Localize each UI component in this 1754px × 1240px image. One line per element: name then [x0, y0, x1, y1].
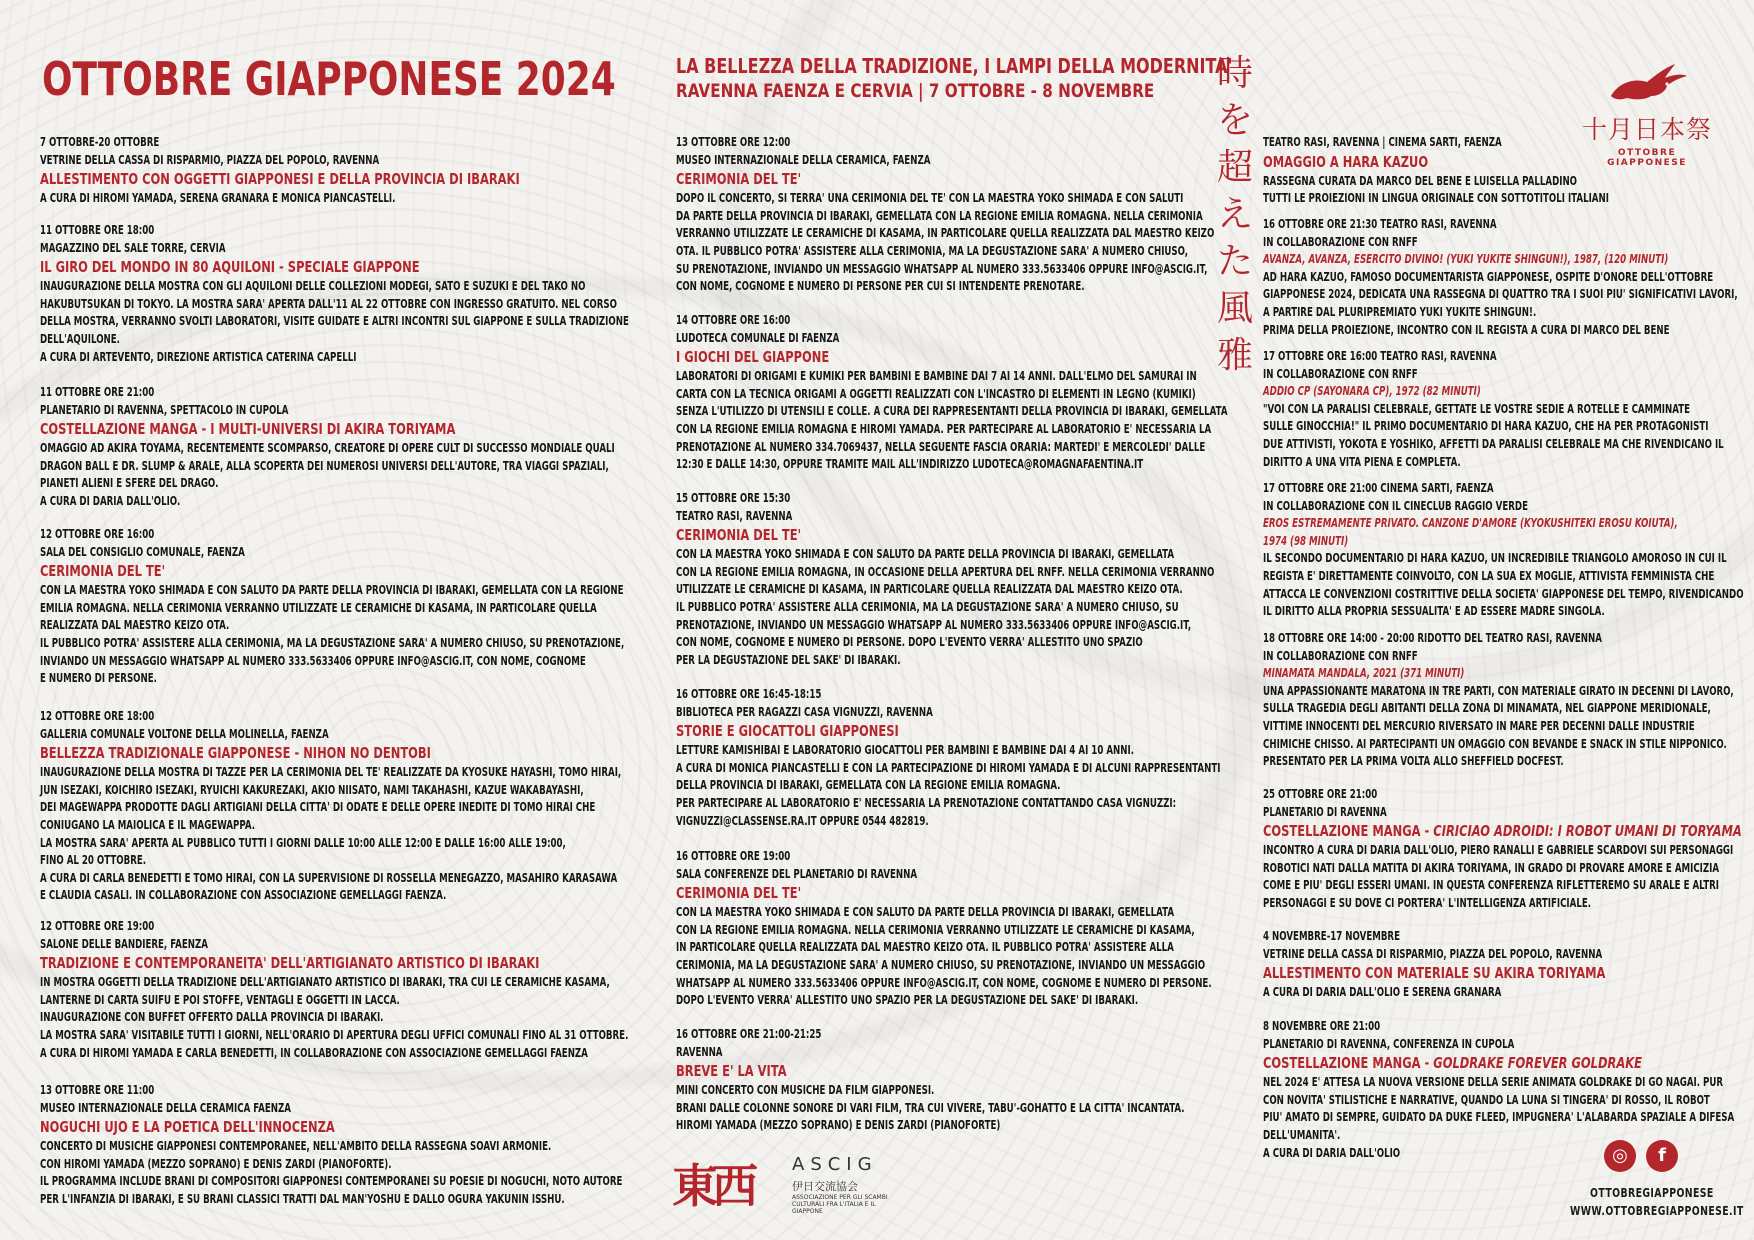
vertical-char: え: [1216, 194, 1253, 235]
event-meta: TEATRO RASI, RAVENNA | CINEMA SARTI, FAENZA: [1263, 135, 1502, 149]
event-meta: 17 OTTOBRE ORE 21:00 CINEMA SARTI, FAENZA: [1263, 481, 1494, 495]
event-meta: GALLERIA COMUNALE VOLTONE DELLA MOLINELLA, FAENZA: [40, 726, 329, 741]
event-body-line: IN PARTICOLARE QUELLA REALIZZATA DAL MAESTRO KEIZO OTA. IL PUBBLICO POTRA' ASSISTERE ALLA: [676, 940, 1174, 955]
event-body-line: GIAPPONESE 2024, DEDICATA UNA RASSEGNA DI QUATTRO TRA I SUOI PIU' SIGNIFICATIVI LAVORI,: [1263, 287, 1738, 302]
event-meta: SALONE DELLE BANDIERE, FAENZA: [40, 936, 208, 951]
event-meta: 4 NOVEMBRE-17 NOVEMBRE: [1263, 929, 1400, 943]
event-body-line: RASSEGNA CURATA DA MARCO DEL BENE E LUISELLA PALLADINO: [1263, 173, 1578, 188]
event-meta: PLANETARIO DI RAVENNA, CONFERENZA IN CUPOLA: [1263, 1036, 1515, 1051]
event-body-line: CHIMICHE CHISSO. AI PARTECIPANTI UN OMAGGIO CON BEVANDE E SNACK IN STILE NIPPONICO.: [1263, 736, 1727, 751]
event-meta: PLANETARIO DI RAVENNA: [1263, 804, 1387, 819]
event-meta: MUSEO INTERNAZIONALE DELLA CERAMICA, FAENZA: [676, 152, 931, 167]
event-body-line: CON HIROMI YAMADA (MEZZO SOPRANO) E DENIS ZARDI (PIANOFORTE).: [40, 1156, 392, 1171]
event-body-line: A CURA DI MONICA PIANCASTELLI E CON LA PARTECIPAZIONE DI HIROMI YAMADA E DI ALCUNI RAPPRESENTANTI: [676, 760, 1221, 775]
event-body-line: CARTA CON LA TECNICA ORIGAMI A OGGETTI REALIZZATI CON L'INCASTRO DI ELEMENTI IN LEGNO (KUMIKI): [676, 386, 1196, 401]
event-body-line: LABORATORI DI ORIGAMI E KUMIKI PER BAMBINI E BAMBINE DAI 7 AI 14 ANNI. DALL'ELMO DEL SAMURAI IN: [676, 369, 1197, 384]
event-body-line: A PARTIRE DAL PLURIPREMIATO YUKI YUKITE SHINGUN!.: [1263, 304, 1537, 319]
film-title: EROS ESTREMAMENTE PRIVATO. CANZONE D'AMORE (KYOKUSHITEKI EROSU KOIUTA),: [1263, 516, 1678, 531]
event-body-line: IL DIRITTO ALLA PROPRIA SESSUALITA' E AD ESSERE MADRE SINGOLA.: [1263, 604, 1605, 619]
event-body-line: CON NOVITA' STILISTICHE E NARRATIVE, QUANDO LA LUNA SI TINGERA' DI ROSSO, IL ROBOT: [1263, 1092, 1710, 1107]
event-body-line: OTA. IL PUBBLICO POTRA' ASSISTERE ALLA CERIMONIA, MA LA DEGUSTAZIONE SARA' A NUMERO CHIUSO,: [676, 243, 1189, 258]
vertical-char: を: [1216, 100, 1253, 141]
event-body-line: PRENOTAZIONE, INVIANDO UN MESSAGGIO WHATSAPP AL NUMERO 333.5633406 OPPURE INFO@ASCIG.IT,: [676, 617, 1192, 632]
event-title: ALLESTIMENTO CON OGGETTI GIAPPONESI E DELLA PROVINCIA DI IBARAKI: [40, 170, 520, 189]
event-body-line: A CURA DI DARIA DALL'OLIO.: [40, 493, 181, 508]
event-meta: 16 OTTOBRE ORE 16:45-18:15: [676, 687, 822, 701]
event-body-line: INAUGURAZIONE DELLA MOSTRA CON GLI AQUILONI DELLE COLLEZIONI MODEGI, SATO E SUZUKI E DEL TAKO NO: [40, 279, 586, 294]
event-meta: 25 OTTOBRE ORE 21:00: [1263, 787, 1378, 801]
brand-jp: 十月日本祭: [1582, 115, 1713, 144]
event-meta: 14 OTTOBRE ORE 16:00: [676, 313, 791, 327]
event-title: BELLEZZA TRADIZIONALE GIAPPONESE - NIHON NO DENTOBI: [40, 744, 431, 763]
retrospective-intro: [1263, 134, 1743, 208]
event-meta: TEATRO RASI, RAVENNA: [676, 508, 793, 523]
event-body-line: JUN ISEZAKI, KOICHIRO ISEZAKI, RYUICHI KAKUREZAKI, AKIO NIISATO, NAMI TAKAHASHI, KAZUE WAKABAYASHI,: [40, 782, 584, 797]
event-body-line: ATTACCA LE CONVENZIONI COSTRITTIVE DELLA SOCIETA' GIAPPONESE DEL TEMPO, RIVENDICANDO: [1263, 586, 1744, 601]
event-title-italic: CIRICIAO ADROIDI: I ROBOT UMANI DI TORYAMA: [1433, 822, 1742, 841]
event-title: CERIMONIA DEL TE': [40, 562, 166, 581]
film-screening: [1263, 216, 1754, 339]
film-title: MINAMATA MANDALA, 2021 (371 MINUTI): [1263, 666, 1465, 681]
event-body-line: E CLAUDIA CASALI. IN COLLABORAZIONE CON ASSOCIAZIONE GEMELLAGGI FAENZA.: [40, 888, 447, 903]
event-block: [1263, 1018, 1754, 1162]
event-title: CERIMONIA DEL TE': [676, 526, 802, 545]
event-body-line: COME E PIU' DEGLI ESSERI UMANI. IN QUESTA CONFERENZA RIFLETTEREMO SU ARALE E ALTRI: [1263, 878, 1720, 893]
event-body-line: CON NOME, COGNOME E NUMERO DI PERSONE PER CUI SI INTENDENTE PRENOTARE.: [676, 279, 1085, 294]
event-body-line: IL PROGRAMMA INCLUDE BRANI DI COMPOSITORI GIAPPONESI CONTEMPORANEI SU POESIE DI NOGUCHI, NOTO AUTORE: [40, 1174, 623, 1189]
subtitle: LA BELLEZZA DELLA TRADIZIONE, I LAMPI DELLA MODERNITA': [676, 54, 1233, 78]
film-screening: [1263, 630, 1754, 771]
event-body-line: DOPO L'EVENTO VERRA' ALLESTITO UNO SPAZIO PER LA DEGUSTAZIONE DEL SAKE' DI IBARAKI.: [676, 993, 1139, 1008]
event-title: I GIOCHI DEL GIAPPONE: [676, 348, 830, 367]
event-title-italic: GOLDRAKE FOREVER GOLDRAKE: [1433, 1054, 1642, 1073]
vertical-char: 雅: [1216, 335, 1253, 376]
event-body-line: E NUMERO DI PERSONE.: [40, 671, 157, 686]
event-meta: 13 OTTOBRE ORE 12:00: [676, 135, 791, 149]
event-body-line: A CURA DI DARIA DALL'OLIO: [1263, 1145, 1401, 1160]
event-body-line: VERRANNO UTILIZZATE LE CERAMICHE DI KASAMA, IN PARTICOLARE QUELLA REALIZZATA DAL MAESTRO KEIZO: [676, 226, 1215, 241]
film-screening: [1263, 348, 1754, 471]
event-body-line: 12:30 E DALLE 14:30, OPPURE TRAMITE MAIL ALL'INDIRIZZO LUDOTECA@ROMAGNAFAENTINA.IT: [676, 457, 1144, 472]
event-title: [1263, 963, 1612, 984]
event-body-line: HAKUBUTSUKAN DI TOKYO. LA MOSTRA SARA' APERTA DALL'11 AL 22 OTTOBRE CON INGRESSO GRATUITO. NEL CORSO: [40, 296, 617, 311]
event-body-line: SULLA TRAGEDIA DEGLI ABITANTI DELLA ZONA DI MINAMATA, NEL GIAPPONE MERIDIONALE,: [1263, 701, 1711, 716]
event-body-line: REALIZZATA DAL MAESTRO KEIZO OTA.: [40, 618, 230, 633]
event-body-line: DELLA MOSTRA, VERRANNO SVOLTI LABORATORI, VISITE GUIDATE E ALTRI INCONTRI SUL GIAPPONE E SULLA TRADIZIONE: [40, 314, 629, 329]
event-body-line: PERSONAGGI E SU DOVE CI PORTERA' L'INTELLIGENZA ARTIFICIALE.: [1263, 895, 1592, 910]
event-body-line: DEI MAGEWAPPA PRODOTTE DAGLI ARTIGIANI DELLA CITTA' DI ODATE E DELLE OPERE INEDITE DI TOMO HIRAI CHE: [40, 800, 596, 815]
website-link[interactable]: WWW.OTTOBREGIAPPONESE.IT: [1570, 1204, 1744, 1218]
event-body-line: DRAGON BALL E DR. SLUMP & ARALE, ALLA SCOPERTA DEI NUMEROSI UNIVERSI DELL'AUTORE, TRA VIAGGI SPAZIALI,: [40, 458, 609, 473]
event-body-line: HIROMI YAMADA (MEZZO SOPRANO) E DENIS ZARDI (PIANOFORTE): [676, 1118, 1001, 1133]
event-body-line: PER LA DEGUSTAZIONE DEL SAKE' DI IBARAKI.: [676, 652, 901, 667]
event-body-line: PIANETI ALIENI E SFERE DEL DRAGO.: [40, 476, 219, 491]
dates-line: RAVENNA FAENZA E CERVIA | 7 OTTOBRE - 8 NOVEMBRE: [676, 80, 1155, 102]
vertical-char: 時: [1216, 53, 1253, 94]
event-body-line: IN MOSTRA OGGETTI DELLA TRADIZIONE DELL'ARTIGIANATO ARTISTICO DI IBARAKI, TRA CUI LE CERAMICHE KASAMA,: [40, 975, 610, 990]
event-body-line: A CURA DI ARTEVENTO, DIREZIONE ARTISTICA CATERINA CAPELLI: [40, 349, 357, 364]
event-body-line: NEL 2024 E' ATTESA LA NUOVA VERSIONE DELLA SERIE ANIMATA GOLDRAKE DI GO NAGAI. PUR: [1263, 1075, 1724, 1090]
event-body-line: VIGNUZZI@CLASSENSE.RA.IT OPPURE 0544 482819.: [676, 813, 929, 828]
event-body-line: CON LA REGIONE EMILIA ROMAGNA E HIROMI YAMADA. PER PARTECIPARE AL LABORATORIO E' NECESSARIA LA: [676, 421, 1212, 436]
event-body-line: LANTERNE DI CARTA SUIFU E POI STOFFE, VENTAGLI E OGGETTI IN LACCA.: [40, 992, 400, 1007]
event-title: [1263, 1053, 1747, 1074]
event-body-line: FINO AL 20 OTTOBRE.: [40, 853, 147, 868]
event-body-line: CONIUGANO LA MAIOLICA E IL MAGEWAPPA.: [40, 817, 256, 832]
event-body-line: CONCERTO DI MUSICHE GIAPPONESI CONTEMPORANEE, NELL'AMBITO DELLA RASSEGNA SOAVI ARMONIE.: [40, 1139, 552, 1154]
event-meta: 11 OTTOBRE ORE 21:00: [40, 385, 155, 399]
event-body-line: DA PARTE DELLA PROVINCIA DI IBARAKI, GEMELLATA CON LA REGIONE EMILIA ROMAGNA. NELLA CERIMONIA: [676, 208, 1203, 223]
event-meta: MUSEO INTERNAZIONALE DELLA CERAMICA FAENZA: [40, 1100, 291, 1115]
event-title: IL GIRO DEL MONDO IN 80 AQUILONI - SPECIALE GIAPPONE: [40, 258, 420, 277]
event-meta: VETRINE DELLA CASSA DI RISPARMIO, PIAZZA DEL POPOLO, RAVENNA: [40, 152, 380, 167]
event-meta: MAGAZZINO DEL SALE TORRE, CERVIA: [40, 240, 226, 255]
event-body-line: A CURA DI HIROMI YAMADA, SERENA GRANARA E MONICA PIANCASTELLI.: [40, 191, 396, 206]
event-body-line: SULLE GINOCCHIA!" IL PRIMO DOCUMENTARIO DI HARA KAZUO, CHE HA PER PROTAGONISTI: [1263, 419, 1709, 434]
event-meta: BIBLIOTECA PER RAGAZZI CASA VIGNUZZI, RAVENNA: [676, 704, 933, 719]
event-body-line: IL PUBBLICO POTRA' ASSISTERE ALLA CERIMONIA, MA LA DEGUSTAZIONE SARA' A NUMERO CHIUSO, SU PRENOTAZIONE,: [40, 635, 625, 650]
event-meta: IN COLLABORAZIONE CON IL CINECLUB RAGGIO VERDE: [1263, 498, 1528, 513]
page-title: OTTOBRE GIAPPONESE 2024: [42, 52, 616, 106]
event-body-line: UTILIZZATE LE CERAMICHE DI KASAMA, IN PARTICOLARE QUELLA REALIZZATA DAL MAESTRO KEIZO OTA.: [676, 582, 1183, 597]
event-block: [1263, 928, 1734, 1002]
event-title: STORIE E GIOCATTOLI GIAPPONESI: [676, 722, 899, 741]
event-body-line: AD HARA KAZUO, FAMOSO DOCUMENTARISTA GIAPPONESE, OSPITE D'ONORE DELL'OTTOBRE: [1263, 269, 1714, 284]
event-title: CERIMONIA DEL TE': [676, 170, 802, 189]
event-meta: IN COLLABORAZIONE CON RNFF: [1263, 366, 1418, 381]
event-body-line: CON LA MAESTRA YOKO SHIMADA E CON SALUTO DA PARTE DELLA PROVINCIA DI IBARAKI, GEMELLATA: [676, 905, 1175, 920]
event-body-line: DOPO IL CONCERTO, SI TERRA' UNA CERIMONIA DEL TE' CON LA MAESTRA YOKO SHIMADA E CON SALUTI: [676, 191, 1184, 206]
event-meta: 15 OTTOBRE ORE 15:30: [676, 491, 791, 505]
event-body-line: REGISTA E' DIRETTAMENTE COINVOLTO, CON LA SUA EX MOGLIE, ATTIVISTA FEMMINISTA CHE: [1263, 568, 1715, 583]
social-handle[interactable]: OTTOBREGIAPPONESE: [1590, 1186, 1714, 1200]
film-screening: [1263, 480, 1754, 621]
event-body-line: CON LA REGIONE EMILIA ROMAGNA, IN OCCASIONE DELLA APERTURA DEL RNFF. NELLA CERIMONIA VERRANNO: [676, 564, 1215, 579]
film-title: AVANZA, AVANZA, ESERCITO DIVINO! (YUKI YUKITE SHINGUN!), 1987, (120 MINUTI): [1263, 252, 1669, 267]
vertical-char: た: [1216, 241, 1253, 282]
event-body-line: VITTIME INNOCENTI DEL MERCURIO RIVERSATO IN MARE PER DECENNI DALLE INDUSTRIE: [1263, 718, 1695, 733]
event-body-line: OMAGGIO AD AKIRA TOYAMA, RECENTEMENTE SCOMPARSO, CREATORE DI OPERE CULT DI SUCCESSO MONDIALE QUALI: [40, 441, 615, 456]
event-meta: IN COLLABORAZIONE CON RNFF: [1263, 234, 1418, 249]
event-body-line: PER PARTECIPARE AL LABORATORIO E' NECESSARIA LA PRENOTAZIONE CONTATTANDO CASA VIGNUZZI:: [676, 795, 1177, 810]
event-meta: 12 OTTOBRE ORE 16:00: [40, 527, 155, 541]
event-meta: 8 NOVEMBRE ORE 21:00: [1263, 1019, 1381, 1033]
vertical-char: 超: [1216, 147, 1253, 188]
vertical-char: 風: [1216, 288, 1253, 329]
brand-it: OTTOBRE GIAPPONESE: [1607, 148, 1687, 168]
event-body-line: LA MOSTRA SARA' APERTA AL PUBBLICO TUTTI I GIORNI DALLE 10:00 ALLE 12:00 E DALLE 16:00 ALLE 19:00,: [40, 835, 566, 850]
event-body-line: SU PRENOTAZIONE, INVIANDO UN MESSAGGIO WHATSAPP AL NUMERO 333.5633406 OPPURE INFO@ASCIG.IT,: [676, 261, 1208, 276]
event-meta: 12 OTTOBRE ORE 19:00: [40, 919, 155, 933]
event-body-line: PRIMA DELLA PROIEZIONE, INCONTRO CON IL REGISTA A CURA DI MARCO DEL BENE: [1263, 322, 1670, 337]
event-body-line: ROBOTICI NATI DALLA MATITA DI AKIRA TORIYAMA, IN GRADO DI PROVARE AMORE E AMICIZIA: [1263, 860, 1720, 875]
event-body-line: MINI CONCERTO CON MUSICHE DA FILM GIAPPONESI.: [676, 1083, 935, 1098]
event-body-line: DUE ATTIVISTI, YOKOTA E YOSHIKO, AFFETTI DA PARALISI CELEBRALE MA CHE RIVENDICANO IL: [1263, 436, 1724, 451]
ascig-logo: [672, 1150, 902, 1230]
event-title: COSTELLAZIONE MANGA - I MULTI-UNIVERSI DI AKIRA TORIYAMA: [40, 420, 456, 439]
event-title: TRADIZIONE E CONTEMPORANEITA' DELL'ARTIGIANATO ARTISTICO DI IBARAKI: [40, 954, 540, 973]
event-body-line: DELL'AQUILONE.: [40, 331, 120, 346]
event-body-line: CON NOME, COGNOME E NUMERO DI PERSONE. DOPO L'EVENTO VERRA' ALLESTITO UNO SPAZIO: [676, 635, 1143, 650]
film-title: 1974 (98 MINUTI): [1263, 533, 1349, 548]
instagram-icon[interactable]: ◎: [1604, 1140, 1636, 1172]
rabbit-logo-icon: [1605, 60, 1689, 104]
event-meta: 18 OTTOBRE ORE 14:00 - 20:00 RIDOTTO DEL TEATRO RASI, RAVENNA: [1263, 631, 1602, 645]
event-body-line: TUTTI LE PROIEZIONI IN LINGUA ORIGINALE CON SOTTOTITOLI ITALIANI: [1263, 191, 1609, 206]
ascig-description: ASSOCIAZIONE PER GLI SCAMBI CULTURALI FRA L'ITALIA E IL GIAPPONE: [792, 1194, 888, 1215]
event-title: NOGUCHI UJO E LA POETICA DELL'INNOCENZA: [40, 1118, 335, 1137]
event-body-line: LA MOSTRA SARA' VISITABILE TUTTI I GIORNI, NELL'ORARIO DI APERTURA DEGLI UFFICI COMUNALI FINO AL 31 OTTOBRE.: [40, 1027, 629, 1042]
event-body-line: EMILIA ROMAGNA. NELLA CERIMONIA VERRANNO UTILIZZATE LE CERAMICHE DI KASAMA, IN PARTICOLARE QUELLA: [40, 600, 597, 615]
event-title: CERIMONIA DEL TE': [676, 884, 802, 903]
event-meta: 11 OTTOBRE ORE 18:00: [40, 223, 155, 237]
event-body-line: INVIANDO UN MESSAGGIO WHATSAPP AL NUMERO 333.5633406 OPPURE INFO@ASCIG.IT, CON NOME, COGNOME: [40, 653, 586, 668]
ascig-jp: 伊日交流協会: [792, 1180, 858, 1193]
event-body-line: CON LA MAESTRA YOKO SHIMADA E CON SALUTO DA PARTE DELLA PROVINCIA DI IBARAKI, GEMELLATA: [676, 547, 1175, 562]
event-meta: 16 OTTOBRE ORE 21:00-21:25: [676, 1027, 822, 1041]
event-title-main: COSTELLAZIONE MANGA -: [1263, 822, 1434, 841]
event-meta: IN COLLABORAZIONE CON RNFF: [1263, 648, 1418, 663]
facebook-icon[interactable]: f: [1646, 1140, 1678, 1172]
event-body-line: DELL'UMANITA'.: [1263, 1127, 1341, 1142]
event-meta: 17 OTTOBRE ORE 16:00 TEATRO RASI, RAVENNA: [1263, 349, 1497, 363]
event-body-line: SENZA L'UTILIZZO DI UTENSILI E COLLE. A CURA DEI RAPPRESENTANTI DELLA PROVINCIA DI IBARAKI, GEMELLATA: [676, 404, 1228, 419]
event-body-line: INAUGURAZIONE CON BUFFET OFFERTO DALLA PROVINCIA DI IBARAKI.: [40, 1010, 384, 1025]
event-title: OMAGGIO A HARA KAZUO: [1263, 152, 1429, 171]
event-body-line: A CURA DI CARLA BENEDETTI E TOMO HIRAI, CON LA SUPERVISIONE DI ROSSELLA MENEGAZZO, MASAHIRO KARASAWA: [40, 870, 618, 885]
event-block: [40, 134, 688, 208]
ascig-glyph: 東西: [672, 1159, 752, 1213]
event-body-line: PRESENTATO PER LA PRIMA VOLTA ALLO SHEFFIELD DOCFEST.: [1263, 754, 1564, 769]
event-body-line: WHATSAPP AL NUMERO 333.5633406 OPPURE INFO@ASCIG.IT, CON NOME, COGNOME E NUMERO DI PERSONE.: [676, 975, 1212, 990]
event-title: [1263, 821, 1746, 842]
event-title-main: ALLESTIMENTO CON MATERIALE SU AKIRA TORIYAMA: [1263, 964, 1606, 983]
event-body-line: CON LA REGIONE EMILIA ROMAGNA. NELLA CERIMONIA VERRANNO UTILIZZATE LE CERAMICHE DI KASAMA,: [676, 922, 1195, 937]
event-body-line: LETTURE KAMISHIBAI E LABORATORIO GIOCATTOLI PER BAMBINI E BAMBINE DAI 4 AI 10 ANNI.: [676, 743, 1134, 758]
event-meta: 7 OTTOBRE-20 OTTOBRE: [40, 135, 160, 149]
event-body-line: INAUGURAZIONE DELLA MOSTRA DI TAZZE PER LA CERIMONIA DEL TE' REALIZZATE DA KYOSUKE HAYASHI, TOMO HIRAI,: [40, 765, 622, 780]
event-body-line: CERIMONIA, MA LA DEGUSTAZIONE SARA' A NUMERO CHIUSO, SU PRENOTAZIONE, INVIANDO UN MESSAGGIO: [676, 957, 1206, 972]
event-block: [1263, 786, 1754, 913]
event-meta: PLANETARIO DI RAVENNA, SPETTACOLO IN CUPOLA: [40, 402, 289, 417]
event-body-line: DIRITTO A UNA VITA PIENA E COMPLETA.: [1263, 454, 1461, 469]
event-meta: 12 OTTOBRE ORE 18:00: [40, 709, 155, 723]
event-body-line: INCONTRO A CURA DI DARIA DALL'OLIO, PIERO RANALLI E GABRIELE SCARDOVI SUI PERSONAGGI: [1263, 843, 1734, 858]
event-body-line: DELLA PROVINCIA DI IBARAKI, GEMELLATA CON LA REGIONE EMILIA ROMAGNA.: [676, 778, 1061, 793]
event-body-line: PIU' AMATO DI SEMPRE, GUIDATO DA DUKE FLEED, IMPUGNERA' L'ALABARDA SPAZIALE A DIFESA: [1263, 1110, 1735, 1125]
event-body-line: A CURA DI DARIA DALL'OLIO E SERENA GRANARA: [1263, 985, 1502, 1000]
event-meta: RAVENNA: [676, 1044, 723, 1059]
event-body-line: "VOI CON LA PARALISI CELEBRALE, GETTATE LE VOSTRE SEDIE A ROTELLE E CAMMINATE: [1263, 401, 1691, 416]
event-body-line: UNA APPASSIONANTE MARATONA IN TRE PARTI, CON MATERIALE GIRATO IN DECENNI DI LAVORO,: [1263, 683, 1734, 698]
event-body-line: IL SECONDO DOCUMENTARIO DI HARA KAZUO, UN INCREDIBILE TRIANGOLO AMOROSO IN CUI IL: [1263, 551, 1727, 566]
event-body-line: PRENOTAZIONE AL NUMERO 334.7069437, NELLA SEGUENTE FASCIA ORARIA: MARTEDI' E MERCOLEDI' DALLE: [676, 439, 1206, 454]
event-body-line: PER L'INFANZIA DI IBARAKI, E SU BRANI CLASSICI TRATTI DAL MAN'YOSHU E DALLO OGURA YAKUNIN ISSHU.: [40, 1191, 565, 1206]
ascig-name: ASCIG: [792, 1154, 878, 1175]
event-body-line: A CURA DI HIROMI YAMADA E CARLA BENEDETTI, IN COLLABORAZIONE CON ASSOCIAZIONE GEMELLAGGI FAENZA: [40, 1045, 588, 1060]
event-title: BREVE E' LA VITA: [676, 1062, 787, 1081]
event-body-line: IL PUBBLICO POTRA' ASSISTERE ALLA CERIMONIA, MA LA DEGUSTAZIONE SARA' A NUMERO CHIUSO, SU: [676, 599, 1179, 614]
event-meta: 13 OTTOBRE ORE 11:00: [40, 1083, 155, 1097]
event-meta: LUDOTECA COMUNALE DI FAENZA: [676, 330, 840, 345]
event-meta: SALA CONFERENZE DEL PLANETARIO DI RAVENNA: [676, 866, 918, 881]
event-meta: SALA DEL CONSIGLIO COMUNALE, FAENZA: [40, 544, 245, 559]
event-meta: VETRINE DELLA CASSA DI RISPARMIO, PIAZZA DEL POPOLO, RAVENNA: [1263, 946, 1603, 961]
event-meta: 16 OTTOBRE ORE 19:00: [676, 849, 791, 863]
event-body-line: CON LA MAESTRA YOKO SHIMADA E CON SALUTO DA PARTE DELLA PROVINCIA DI IBARAKI, GEMELLATA CON LA REGIONE: [40, 583, 624, 598]
event-meta: 16 OTTOBRE ORE 21:30 TEATRO RASI, RAVENNA: [1263, 217, 1497, 231]
event-title-main: COSTELLAZIONE MANGA -: [1263, 1054, 1434, 1073]
film-title: ADDIO CP (SAYONARA CP), 1972 (82 MINUTI): [1263, 384, 1481, 399]
event-body-line: BRANI DALLE COLONNE SONORE DI VARI FILM, TRA CUI VIVERE, TABU'-GOHATTO E LA CITTA' INCANTATA.: [676, 1100, 1185, 1115]
